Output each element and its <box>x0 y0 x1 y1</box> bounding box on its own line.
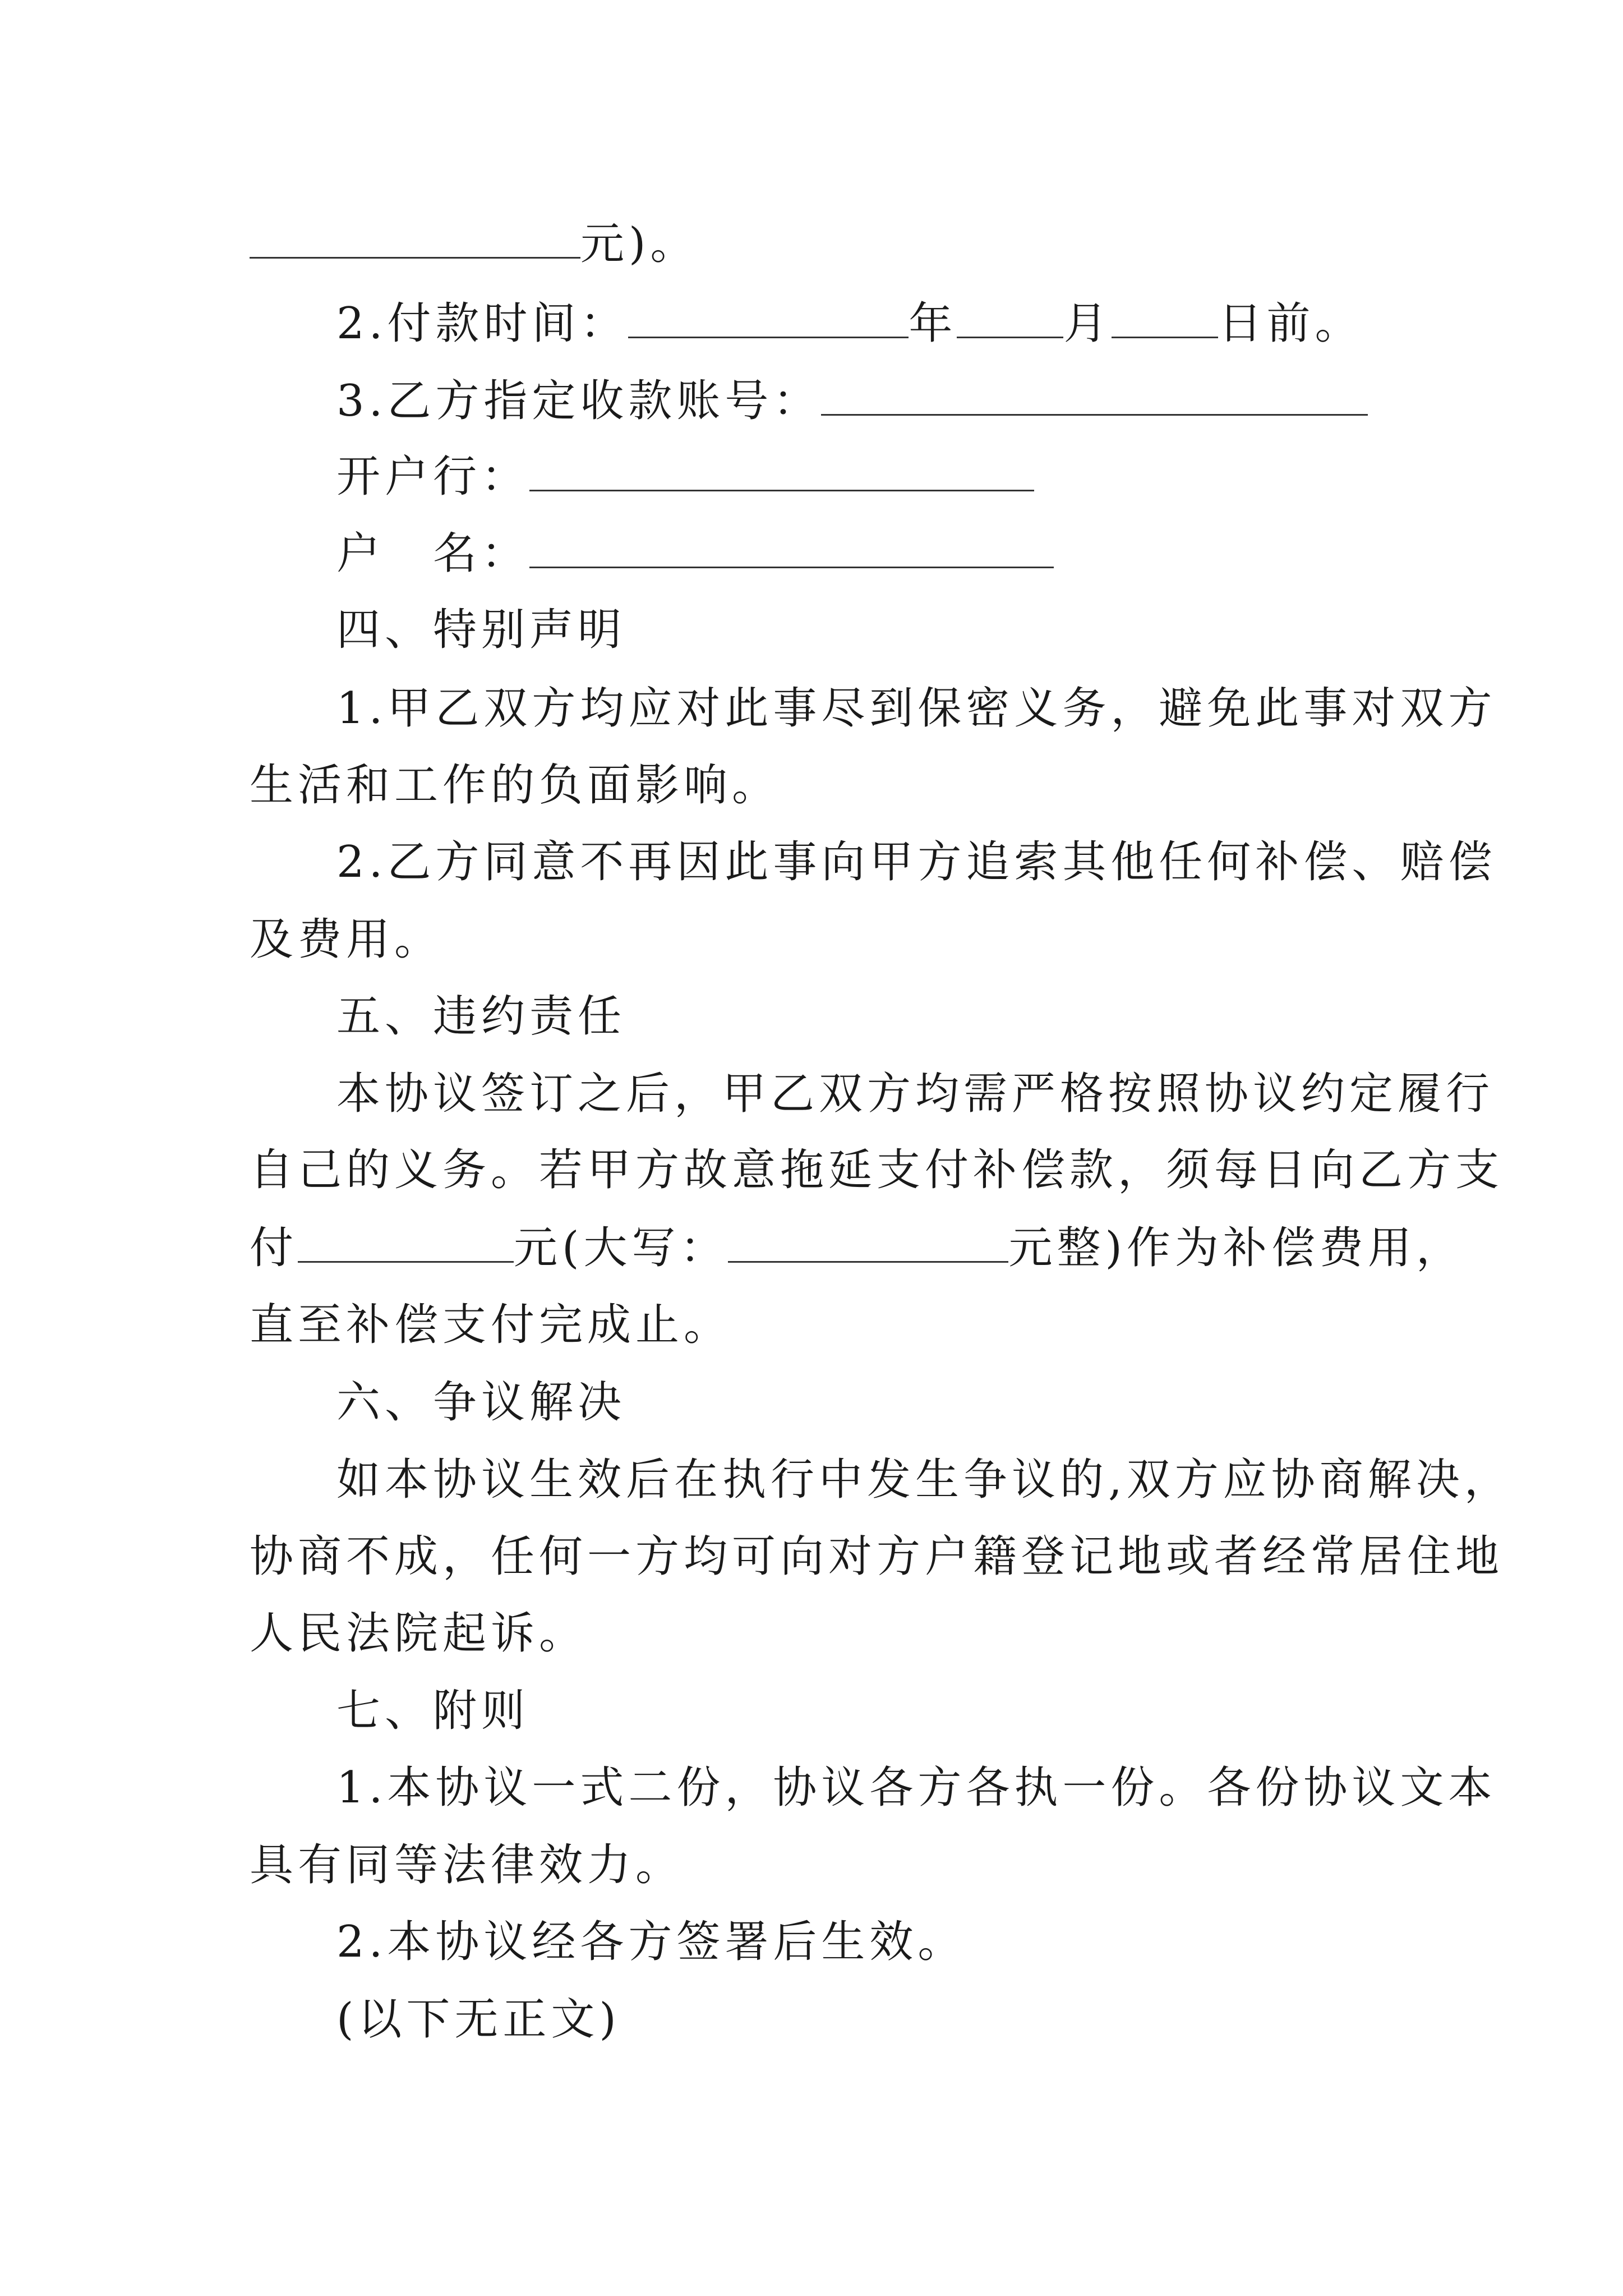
pay-text: 付 <box>250 1223 298 1273</box>
section-6-title: 六、争议解决 <box>336 1377 626 1428</box>
account-blank[interactable] <box>821 379 1368 416</box>
section-7-para-1-line-1: 1.本协议一式二份，协议各方各执一份。各份协议文本 <box>336 1763 1497 1813</box>
section-4-para-2-line-2: 及费用。 <box>250 914 443 965</box>
account-label: 3.乙方指定收款账号： <box>336 376 822 426</box>
month-label: 月 <box>1063 298 1112 349</box>
section-6-para-line-3: 人民法院起诉。 <box>250 1608 588 1659</box>
bank-blank[interactable] <box>529 455 1034 491</box>
section-4-para-1-line-2: 生活和工作的负面影响。 <box>250 760 781 811</box>
account-name-blank[interactable] <box>529 532 1054 568</box>
end-note: (以下无正文) <box>336 1994 621 2045</box>
account-line <box>336 373 1481 429</box>
bank-line <box>336 449 1481 505</box>
amount-tail-text: 元)。 <box>580 219 699 269</box>
payment-day-blank[interactable] <box>1112 302 1218 338</box>
section-4-para-1-line-1: 1.甲乙双方均应对此事尽到保密义务，避免此事对双方 <box>336 683 1497 734</box>
section-5-title: 五、违约责任 <box>336 991 626 1042</box>
payment-time-line <box>336 296 1481 352</box>
section-5-para-line-3 <box>250 1220 1464 1276</box>
account-name-line <box>336 526 1481 582</box>
bank-label: 开户行： <box>336 452 530 502</box>
amount-blank[interactable] <box>250 222 580 259</box>
section-5-para-line-4: 直至补偿支付完成止。 <box>250 1300 732 1350</box>
section-7-title: 七、附则 <box>336 1686 530 1736</box>
section-7-para-1-line-2: 具有同等法律效力。 <box>250 1840 684 1890</box>
section-6-para-line-2: 协商不成，任何一方均可向对方户籍登记地或者经常居住地 <box>250 1531 1504 1582</box>
daily-amount-capital-blank[interactable] <box>728 1226 1008 1263</box>
section-4-para-2-line-1: 2.乙方同意不再因此事向甲方追索其他任何补偿、赔偿 <box>336 837 1497 887</box>
compensation-text: 元整)作为补偿费用， <box>1008 1223 1464 1273</box>
day-label: 日前。 <box>1218 298 1363 349</box>
section-4-title: 四、特别声明 <box>336 605 626 655</box>
amount-line-tail <box>250 216 1394 272</box>
section-7-para-2: 2.本协议经各方签署后生效。 <box>336 1917 966 1967</box>
daily-amount-blank[interactable] <box>298 1226 514 1263</box>
section-5-para-line-2: 自己的义务。若甲方故意拖延支付补偿款，须每日向乙方支 <box>250 1145 1504 1195</box>
payment-month-blank[interactable] <box>957 302 1063 338</box>
payment-time-label: 2.付款时间： <box>336 298 629 349</box>
year-label: 年 <box>909 298 957 349</box>
capital-label: 元(大写： <box>514 1223 728 1273</box>
payment-year-blank[interactable] <box>628 302 909 338</box>
section-5-para-line-1: 本协议签订之后，甲乙双方均需严格按照协议约定履行 <box>336 1069 1495 1119</box>
account-name-label: 户 名： <box>336 528 530 579</box>
section-6-para-line-1: 如本协议生效后在执行中发生争议的,双方应协商解决， <box>336 1455 1513 1505</box>
